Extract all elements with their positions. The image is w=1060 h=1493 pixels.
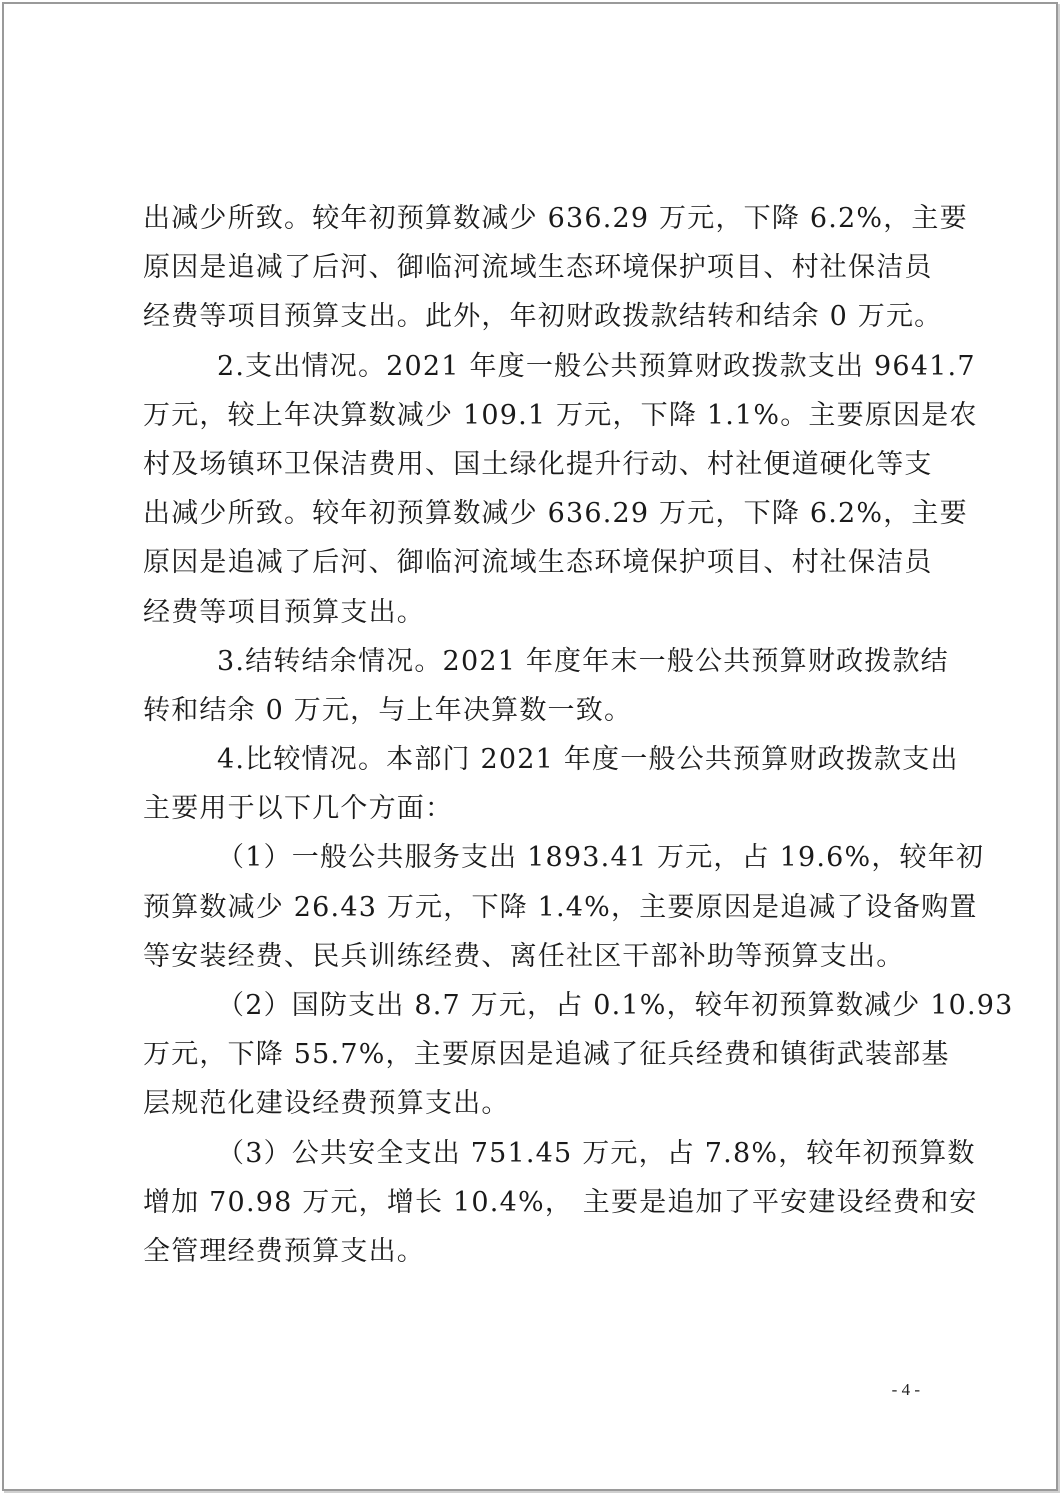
text-line: 村及场镇环卫保洁费用、国土绿化提升行动、村社便道硬化等支 bbox=[143, 448, 933, 480]
text-line: （3）公共安全支出 751.45 万元，占 7.8%，较年初预算数 bbox=[217, 1137, 976, 1169]
text-line: 出减少所致。较年初预算数减少 636.29 万元，下降 6.2%，主要 bbox=[143, 498, 968, 530]
text-line: （1）一般公共服务支出 1893.41 万元，占 19.6%，较年初 bbox=[217, 842, 985, 874]
text-line: 增加 70.98 万元，增长 10.4%， 主要是追加了平安建设经费和安 bbox=[143, 1186, 978, 1218]
text-line: 出减少所致。较年初预算数减少 636.29 万元，下降 6.2%，主要 bbox=[143, 203, 968, 234]
text-line: 经费等项目预算支出。此外，年初财政拨款结转和结余 0 万元。 bbox=[143, 301, 943, 333]
text-line: 原因是追减了后河、御临河流域生态环境保护项目、村社保洁员 bbox=[143, 252, 933, 284]
text-line: 等安装经费、民兵训练经费、离任社区干部补助等预算支出。 bbox=[143, 940, 905, 972]
text-line: 预算数减少 26.43 万元，下降 1.4%，主要原因是追减了设备购置 bbox=[143, 891, 978, 923]
text-line: 原因是追减了后河、御临河流域生态环境保护项目、村社保洁员 bbox=[143, 547, 933, 579]
text-line: （2）国防支出 8.7 万元，占 0.1%，较年初预算数减少 10.93 bbox=[217, 990, 1014, 1021]
text-line: 层规范化建设经费预算支出。 bbox=[143, 1088, 510, 1120]
text-line: 万元，较上年决算数减少 109.1 万元，下降 1.1%。主要原因是农 bbox=[143, 399, 978, 431]
text-line: 经费等项目预算支出。 bbox=[143, 596, 425, 628]
text-line: 万元，下降 55.7%，主要原因是追减了征兵经费和镇街武装部基 bbox=[143, 1039, 950, 1071]
text-line: 3.结转结余情况。2021 年度年末一般公共预算财政拨款结 bbox=[217, 645, 949, 677]
page-number: - 4 - bbox=[891, 1380, 920, 1399]
text-line: 转和结余 0 万元，与上年决算数一致。 bbox=[143, 694, 633, 726]
text-line: 2.支出情况。2021 年度一般公共预算财政拨款支出 9641.7 bbox=[217, 350, 976, 382]
text-line: 全管理经费预算支出。 bbox=[143, 1235, 425, 1267]
text-line: 4.比较情况。本部门 2021 年度一般公共预算财政拨款支出 bbox=[217, 744, 959, 776]
text-line: 主要用于以下几个方面： bbox=[143, 793, 454, 825]
document-body bbox=[143, 194, 1014, 1276]
